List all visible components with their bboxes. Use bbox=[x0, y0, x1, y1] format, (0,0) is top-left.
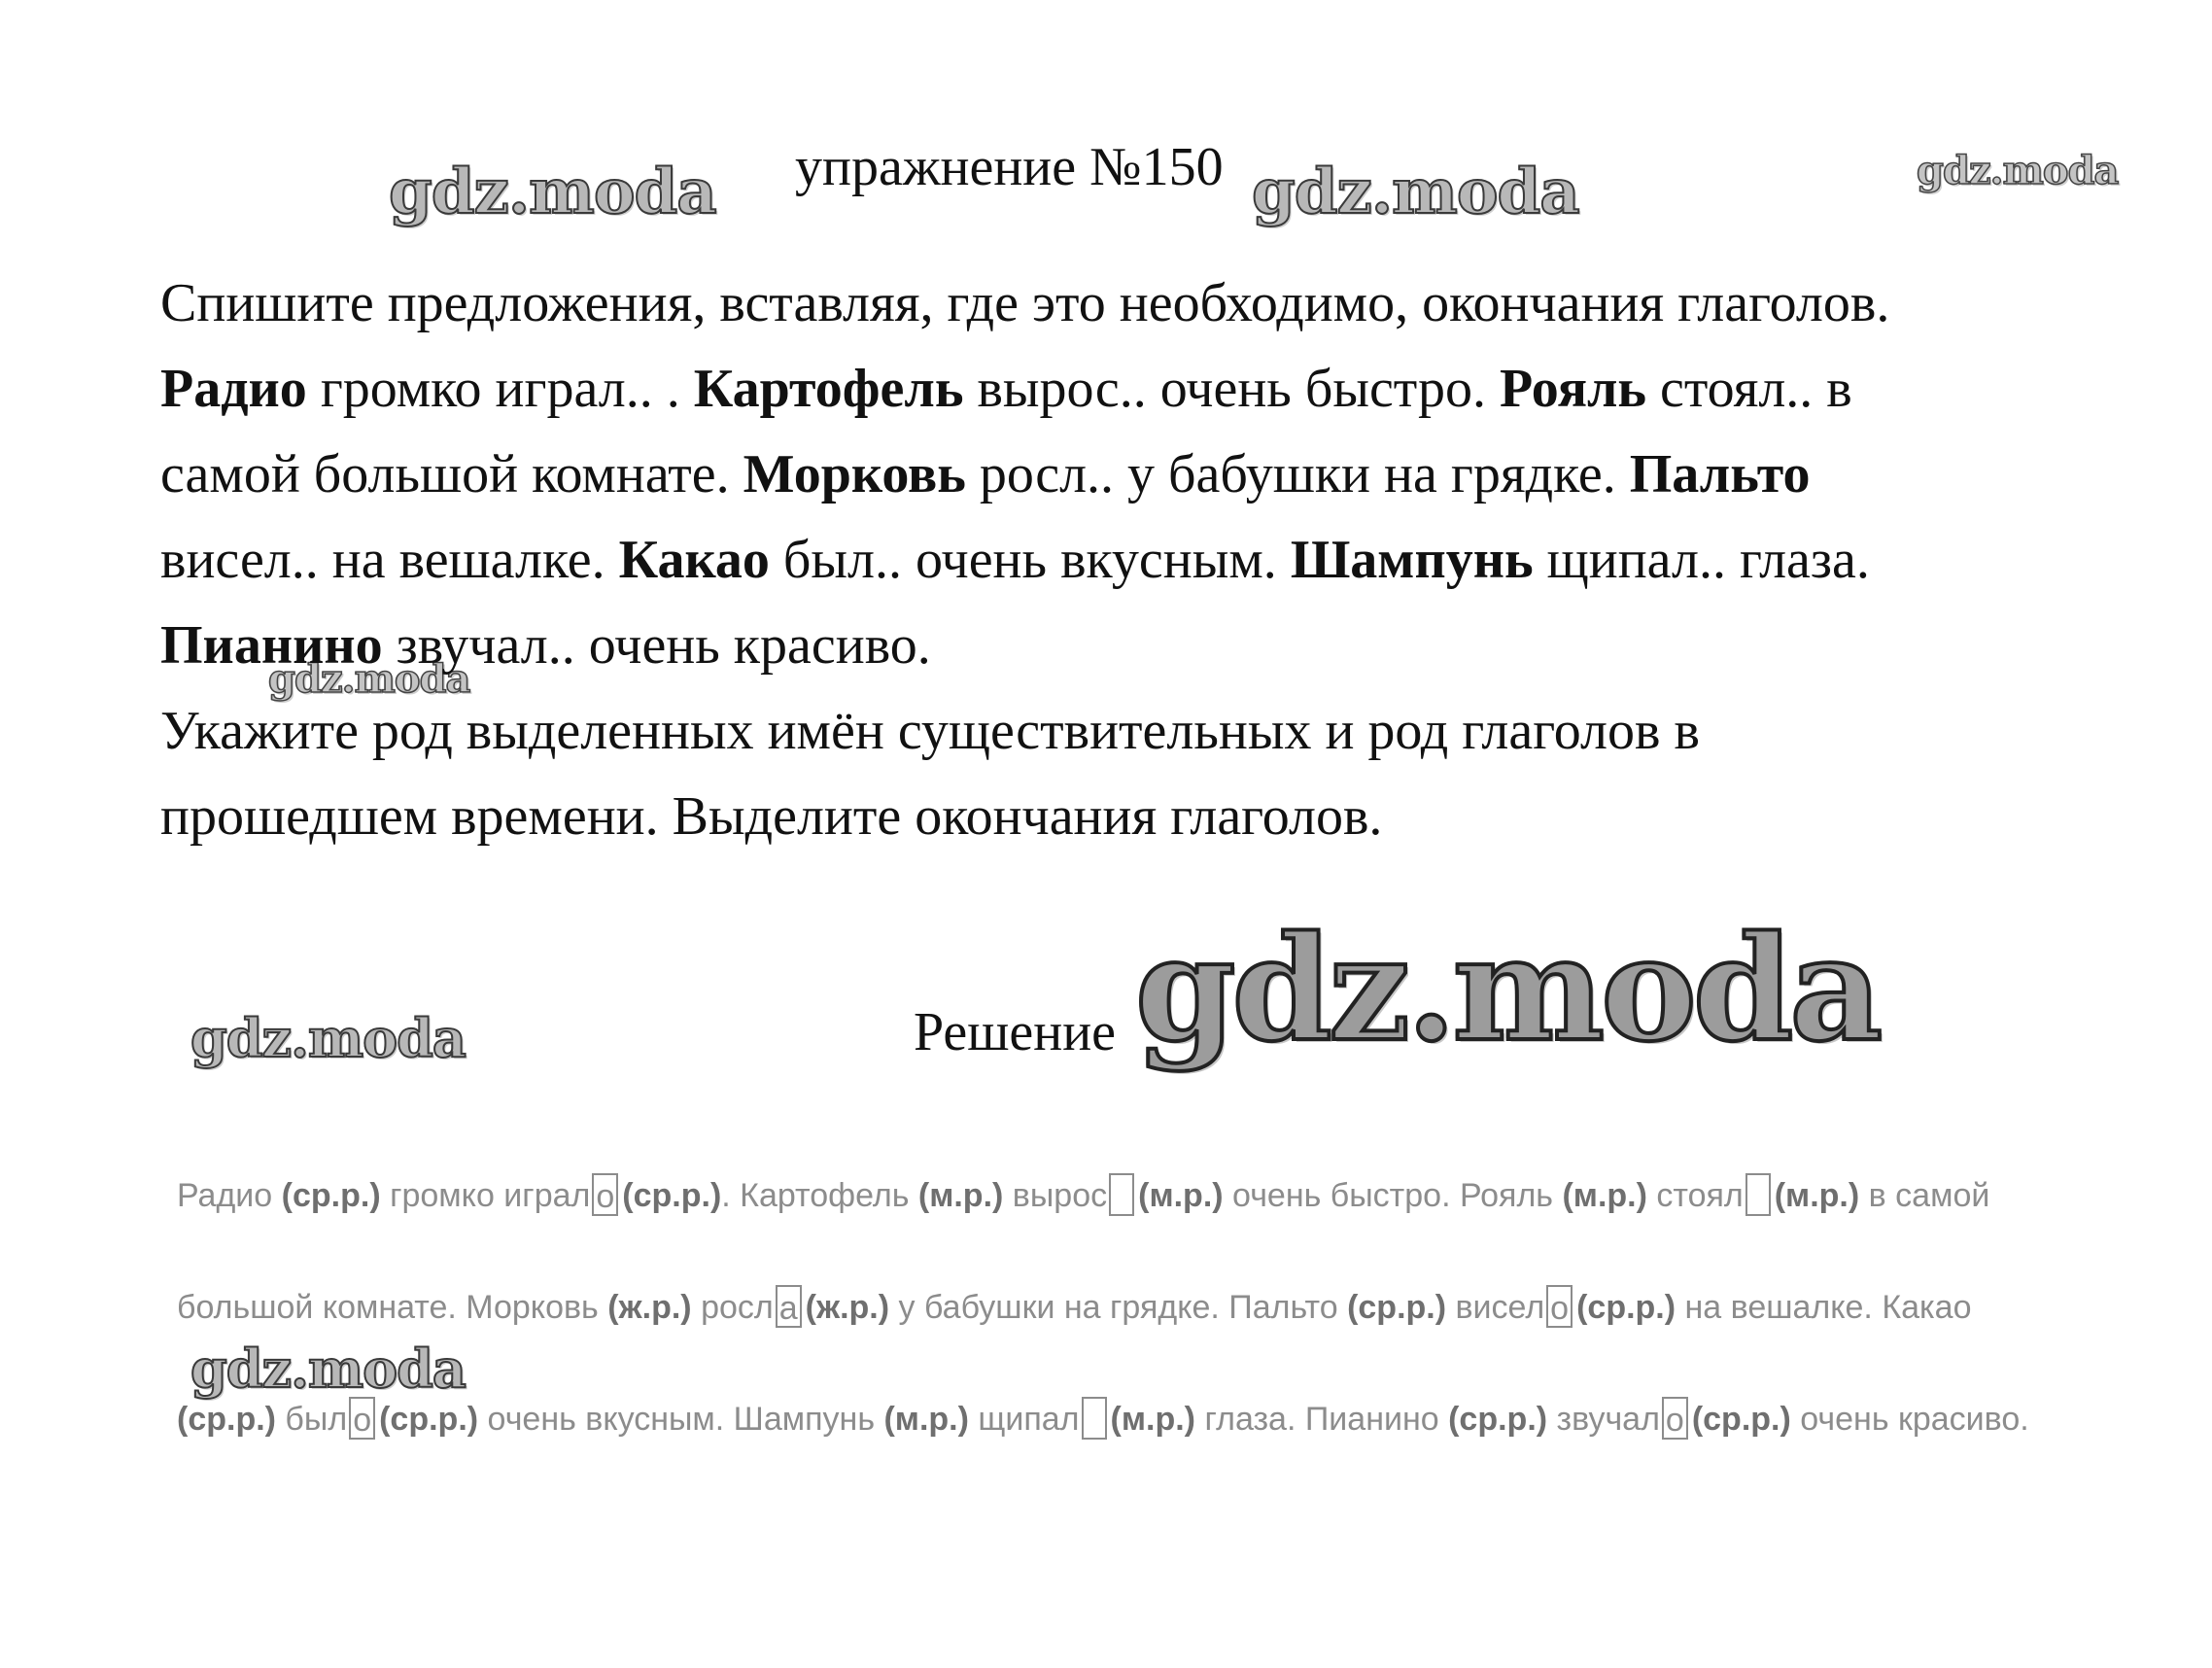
ending-box: а bbox=[776, 1285, 802, 1328]
gender-label: (ср.р.) bbox=[281, 1176, 381, 1214]
solution-heading: Решение bbox=[914, 1002, 1117, 1062]
gender-label: (ср.р.) bbox=[1448, 1400, 1548, 1438]
ending-box: о bbox=[1662, 1397, 1688, 1440]
sentence-text: росл.. у бабушки на грядке. bbox=[965, 444, 1630, 504]
gender-label: (ср.р.) bbox=[1347, 1288, 1447, 1326]
answer-text: вырос bbox=[1003, 1176, 1108, 1214]
answer-text: громко играл bbox=[380, 1176, 591, 1214]
answer-text: Радио bbox=[177, 1176, 282, 1214]
answer-text: щипал bbox=[968, 1400, 1080, 1438]
gender-label: (м.р.) bbox=[1774, 1176, 1860, 1214]
answer-line bbox=[177, 1288, 2198, 1331]
task-sentences bbox=[160, 346, 1939, 688]
answer-text: у бабушки на грядке. Пальто bbox=[889, 1288, 1348, 1326]
gender-label: (ср.р.) bbox=[622, 1176, 722, 1214]
sentence-text: был.. очень вкусным. bbox=[769, 530, 1291, 590]
ending-box-empty bbox=[1109, 1173, 1134, 1216]
gender-label: (ср.р.) bbox=[177, 1400, 276, 1438]
noun-bold: Пальто bbox=[1629, 444, 1811, 504]
watermark: gdz.moda bbox=[190, 1338, 466, 1400]
gender-label: (м.р.) bbox=[1110, 1400, 1195, 1438]
answer-text: был bbox=[275, 1400, 348, 1438]
answer-text: стоял bbox=[1646, 1176, 1744, 1214]
gender-label: (ср.р.) bbox=[379, 1400, 479, 1438]
answer-text: большой комнате. Морковь bbox=[177, 1288, 608, 1326]
answer-text: . Картофель bbox=[721, 1176, 918, 1214]
task-instruction: Спишите предложения, вставляя, где это необходимо, окончания глаголов. bbox=[160, 273, 1890, 333]
answer-text: звучал bbox=[1547, 1400, 1660, 1438]
gender-label: (м.р.) bbox=[1138, 1176, 1224, 1214]
gender-label: (м.р.) bbox=[883, 1400, 969, 1438]
answer-text: в самой bbox=[1859, 1176, 1990, 1214]
watermark: gdz.moda bbox=[1252, 156, 1579, 228]
ending-box-empty bbox=[1082, 1397, 1107, 1440]
noun-bold: Морковь bbox=[743, 444, 966, 504]
watermark-large: gdz.moda bbox=[1135, 904, 1880, 1073]
answer-text: на вешалке. Какао bbox=[1676, 1288, 1972, 1326]
watermark: gdz.moda bbox=[1917, 148, 2119, 193]
noun-bold: Радио bbox=[160, 359, 307, 419]
ending-box: о bbox=[349, 1397, 375, 1440]
answer-text: очень красиво. bbox=[1790, 1400, 2029, 1438]
gender-label: (ср.р.) bbox=[1576, 1288, 1676, 1326]
noun-bold: Рояль bbox=[1499, 359, 1647, 419]
answer-line bbox=[177, 1176, 2198, 1219]
gender-label: (м.р.) bbox=[917, 1176, 1004, 1214]
watermark: gdz.moda bbox=[190, 1007, 466, 1069]
noun-bold: Шампунь bbox=[1290, 530, 1534, 590]
ending-box: о bbox=[1546, 1285, 1573, 1328]
sentence-text: вырос.. очень быстро. bbox=[963, 359, 1500, 419]
task-text bbox=[160, 261, 1939, 859]
task-question: Укажите род выделенных имён существительных и род глаголов в прошедшем времени. Выделите окончания глаголов. bbox=[160, 701, 1700, 847]
sentence-text: звучал.. очень красиво. bbox=[382, 615, 931, 676]
exercise-title: упражнение №150 bbox=[795, 137, 1224, 197]
ending-box-empty bbox=[1745, 1173, 1771, 1216]
gender-label: (ж.р.) bbox=[607, 1288, 692, 1326]
answer-text: глаза. Пианино bbox=[1195, 1400, 1449, 1438]
sentence-text: щипал.. глаза. bbox=[1533, 530, 1870, 590]
gender-label: (м.р.) bbox=[1562, 1176, 1647, 1214]
sentence-text: громко играл.. . bbox=[306, 359, 694, 419]
gender-label: (ср.р.) bbox=[1691, 1400, 1791, 1438]
ending-box: о bbox=[592, 1173, 618, 1216]
sentence-text: висел.. на вешалке. bbox=[160, 530, 619, 590]
answer-text: росл bbox=[691, 1288, 774, 1326]
answer-text: очень быстро. Рояль bbox=[1223, 1176, 1563, 1214]
watermark: gdz.moda bbox=[268, 656, 470, 702]
gender-label: (ж.р.) bbox=[805, 1288, 890, 1326]
answer-text: висел bbox=[1446, 1288, 1545, 1326]
answer-line bbox=[177, 1400, 2198, 1442]
sentence-text: стоял.. в самой большой комнате. bbox=[160, 359, 1852, 504]
watermark: gdz.moda bbox=[389, 156, 716, 228]
answer-text: очень вкусным. Шампунь bbox=[478, 1400, 884, 1438]
noun-bold: Какао bbox=[618, 530, 770, 590]
noun-bold: Пианино bbox=[160, 615, 383, 676]
noun-bold: Картофель bbox=[693, 359, 964, 419]
